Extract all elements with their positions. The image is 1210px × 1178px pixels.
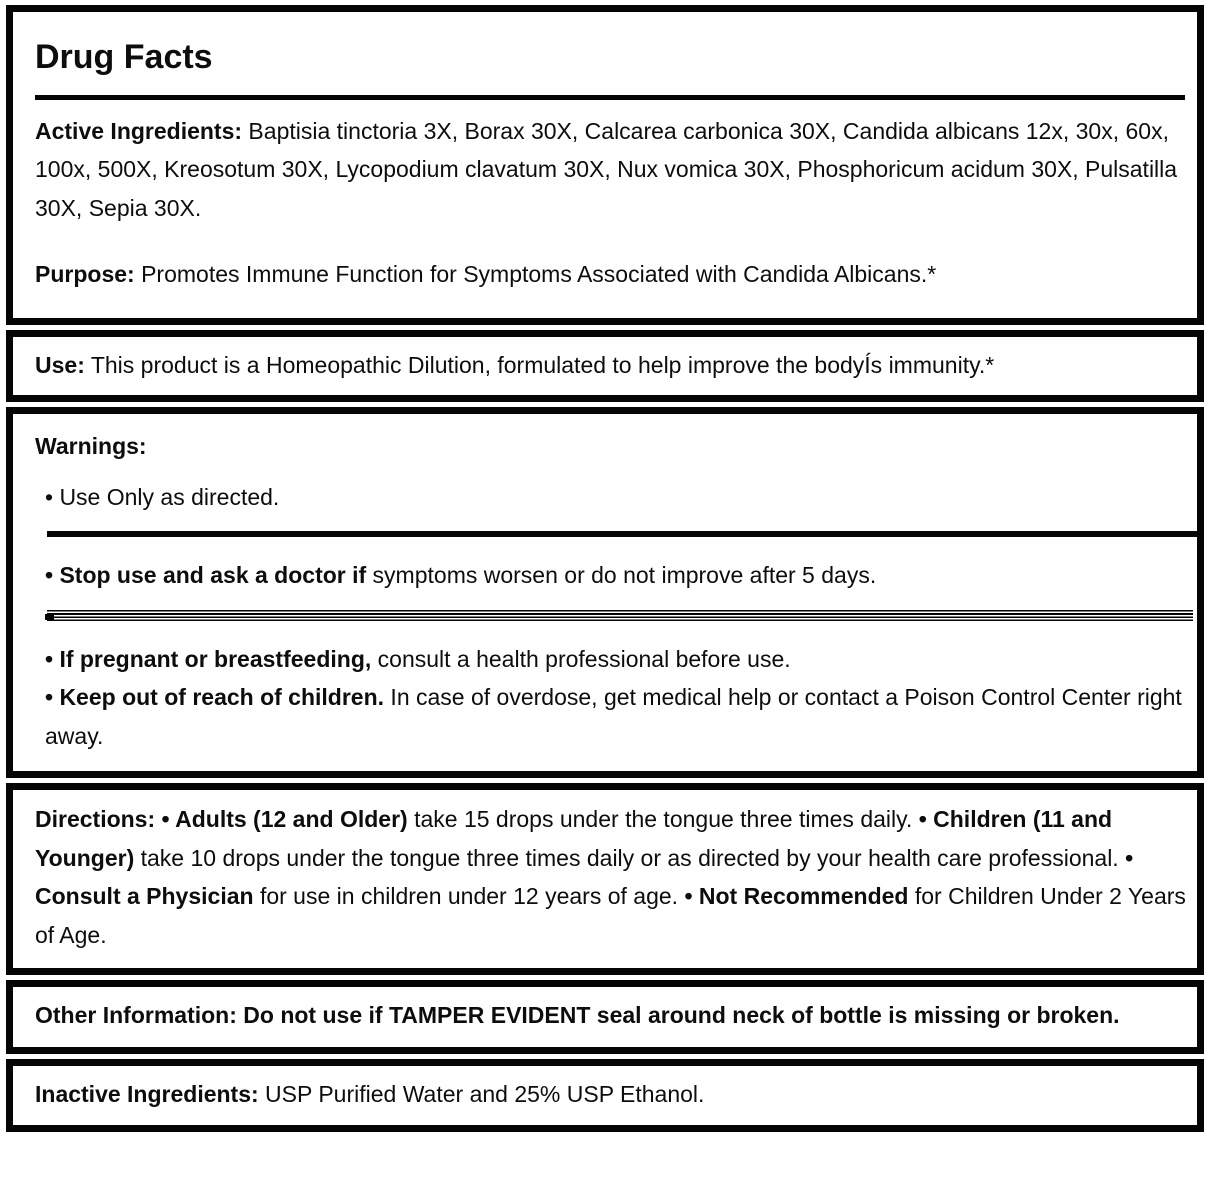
warning-stop-use-bold: • Stop use and ask a doctor if (45, 562, 367, 588)
warning-pregnant-text: consult a health professional before use. (371, 645, 791, 672)
section-title-active-purpose (6, 5, 1204, 325)
drug-facts-label (6, 5, 1204, 1137)
other-information-label: Other Information: (35, 1002, 237, 1028)
other-information-paragraph (35, 996, 1189, 1035)
section-warnings (6, 407, 1204, 778)
warning-pregnant-bold: • If pregnant or breastfeeding, (45, 645, 372, 672)
section-use (6, 330, 1204, 403)
warnings-divider-multiline (47, 610, 1193, 621)
directions-run-0: Directions: • Adults (12 and Older) (35, 806, 408, 832)
active-ingredients-paragraph (35, 112, 1189, 228)
warning-keep-out-bold: • Keep out of reach of children. (45, 684, 385, 710)
warning-keep-out-text: In case of overdose, get medical help or contact a Poison Control Center right away. (45, 684, 1182, 749)
directions-run-7: for Children Under 2 Years of Age. (35, 883, 1186, 948)
use-paragraph (35, 346, 1189, 385)
warning-stop-use-text: symptoms worsen or do not improve after 5 days. (366, 562, 877, 588)
purpose-paragraph (35, 255, 1189, 294)
title-divider (35, 95, 1185, 100)
section-other-information (6, 980, 1204, 1054)
warning-use-only-as-directed: • Use Only as directed. (45, 483, 280, 510)
directions-run-5: for use in children under 12 years of age. (253, 883, 685, 909)
warnings-heading: Warnings: (35, 433, 147, 459)
warning-stop-use (45, 556, 1187, 595)
warning-keep-out-of-reach (45, 678, 1187, 755)
purpose-text: Promotes Immune Function for Symptoms Associated with Candida Albicans.* (134, 261, 937, 287)
active-ingredients-text: Baptisia tinctoria 3X, Borax 30X, Calcarea carbonica 30X, Candida albicans 12x, 30x, 60x, 100x, 500X, Kreosotum 30X, Lycopodium clavatum 30X, Nux vomica 30X, Phosphoricum acidum 30X, Pulsatilla 30X, Sepia 30X. (35, 117, 1178, 221)
directions-run-2: • Children (11 and Younger) (35, 806, 1113, 871)
inactive-ingredients-paragraph (35, 1075, 1189, 1114)
inactive-ingredients-label: Inactive Ingredients: (35, 1080, 259, 1107)
directions-run-6: • Not Recommended (684, 883, 909, 909)
use-label: Use: (35, 351, 85, 378)
directions-run-4: • Consult a Physician (35, 844, 1134, 909)
inactive-ingredients-text: USP Purified Water and 25% USP Ethanol. (258, 1080, 705, 1107)
warning-pregnant (45, 640, 1187, 679)
directions-run-1: take 15 drops under the tongue three times daily. (407, 806, 919, 832)
other-information-text: Do not use if TAMPER EVIDENT seal around neck of bottle is missing or broken. (236, 1002, 1120, 1028)
purpose-label: Purpose: (35, 261, 135, 287)
use-text: This product is a Homeopathic Dilution, formulated to help improve the bodyÍs immunity.* (84, 351, 995, 378)
directions-run-3: take 10 drops under the tongue three times daily or as directed by your health care professional. (134, 844, 1126, 871)
divider-square-mark (45, 614, 54, 620)
active-ingredients-label: Active Ingredients: (35, 117, 243, 144)
directions-paragraph (35, 800, 1193, 954)
section-directions (6, 783, 1204, 975)
warnings-divider-solid (47, 531, 1197, 537)
page-title: Drug Facts (35, 38, 213, 76)
section-inactive-ingredients (6, 1059, 1204, 1133)
